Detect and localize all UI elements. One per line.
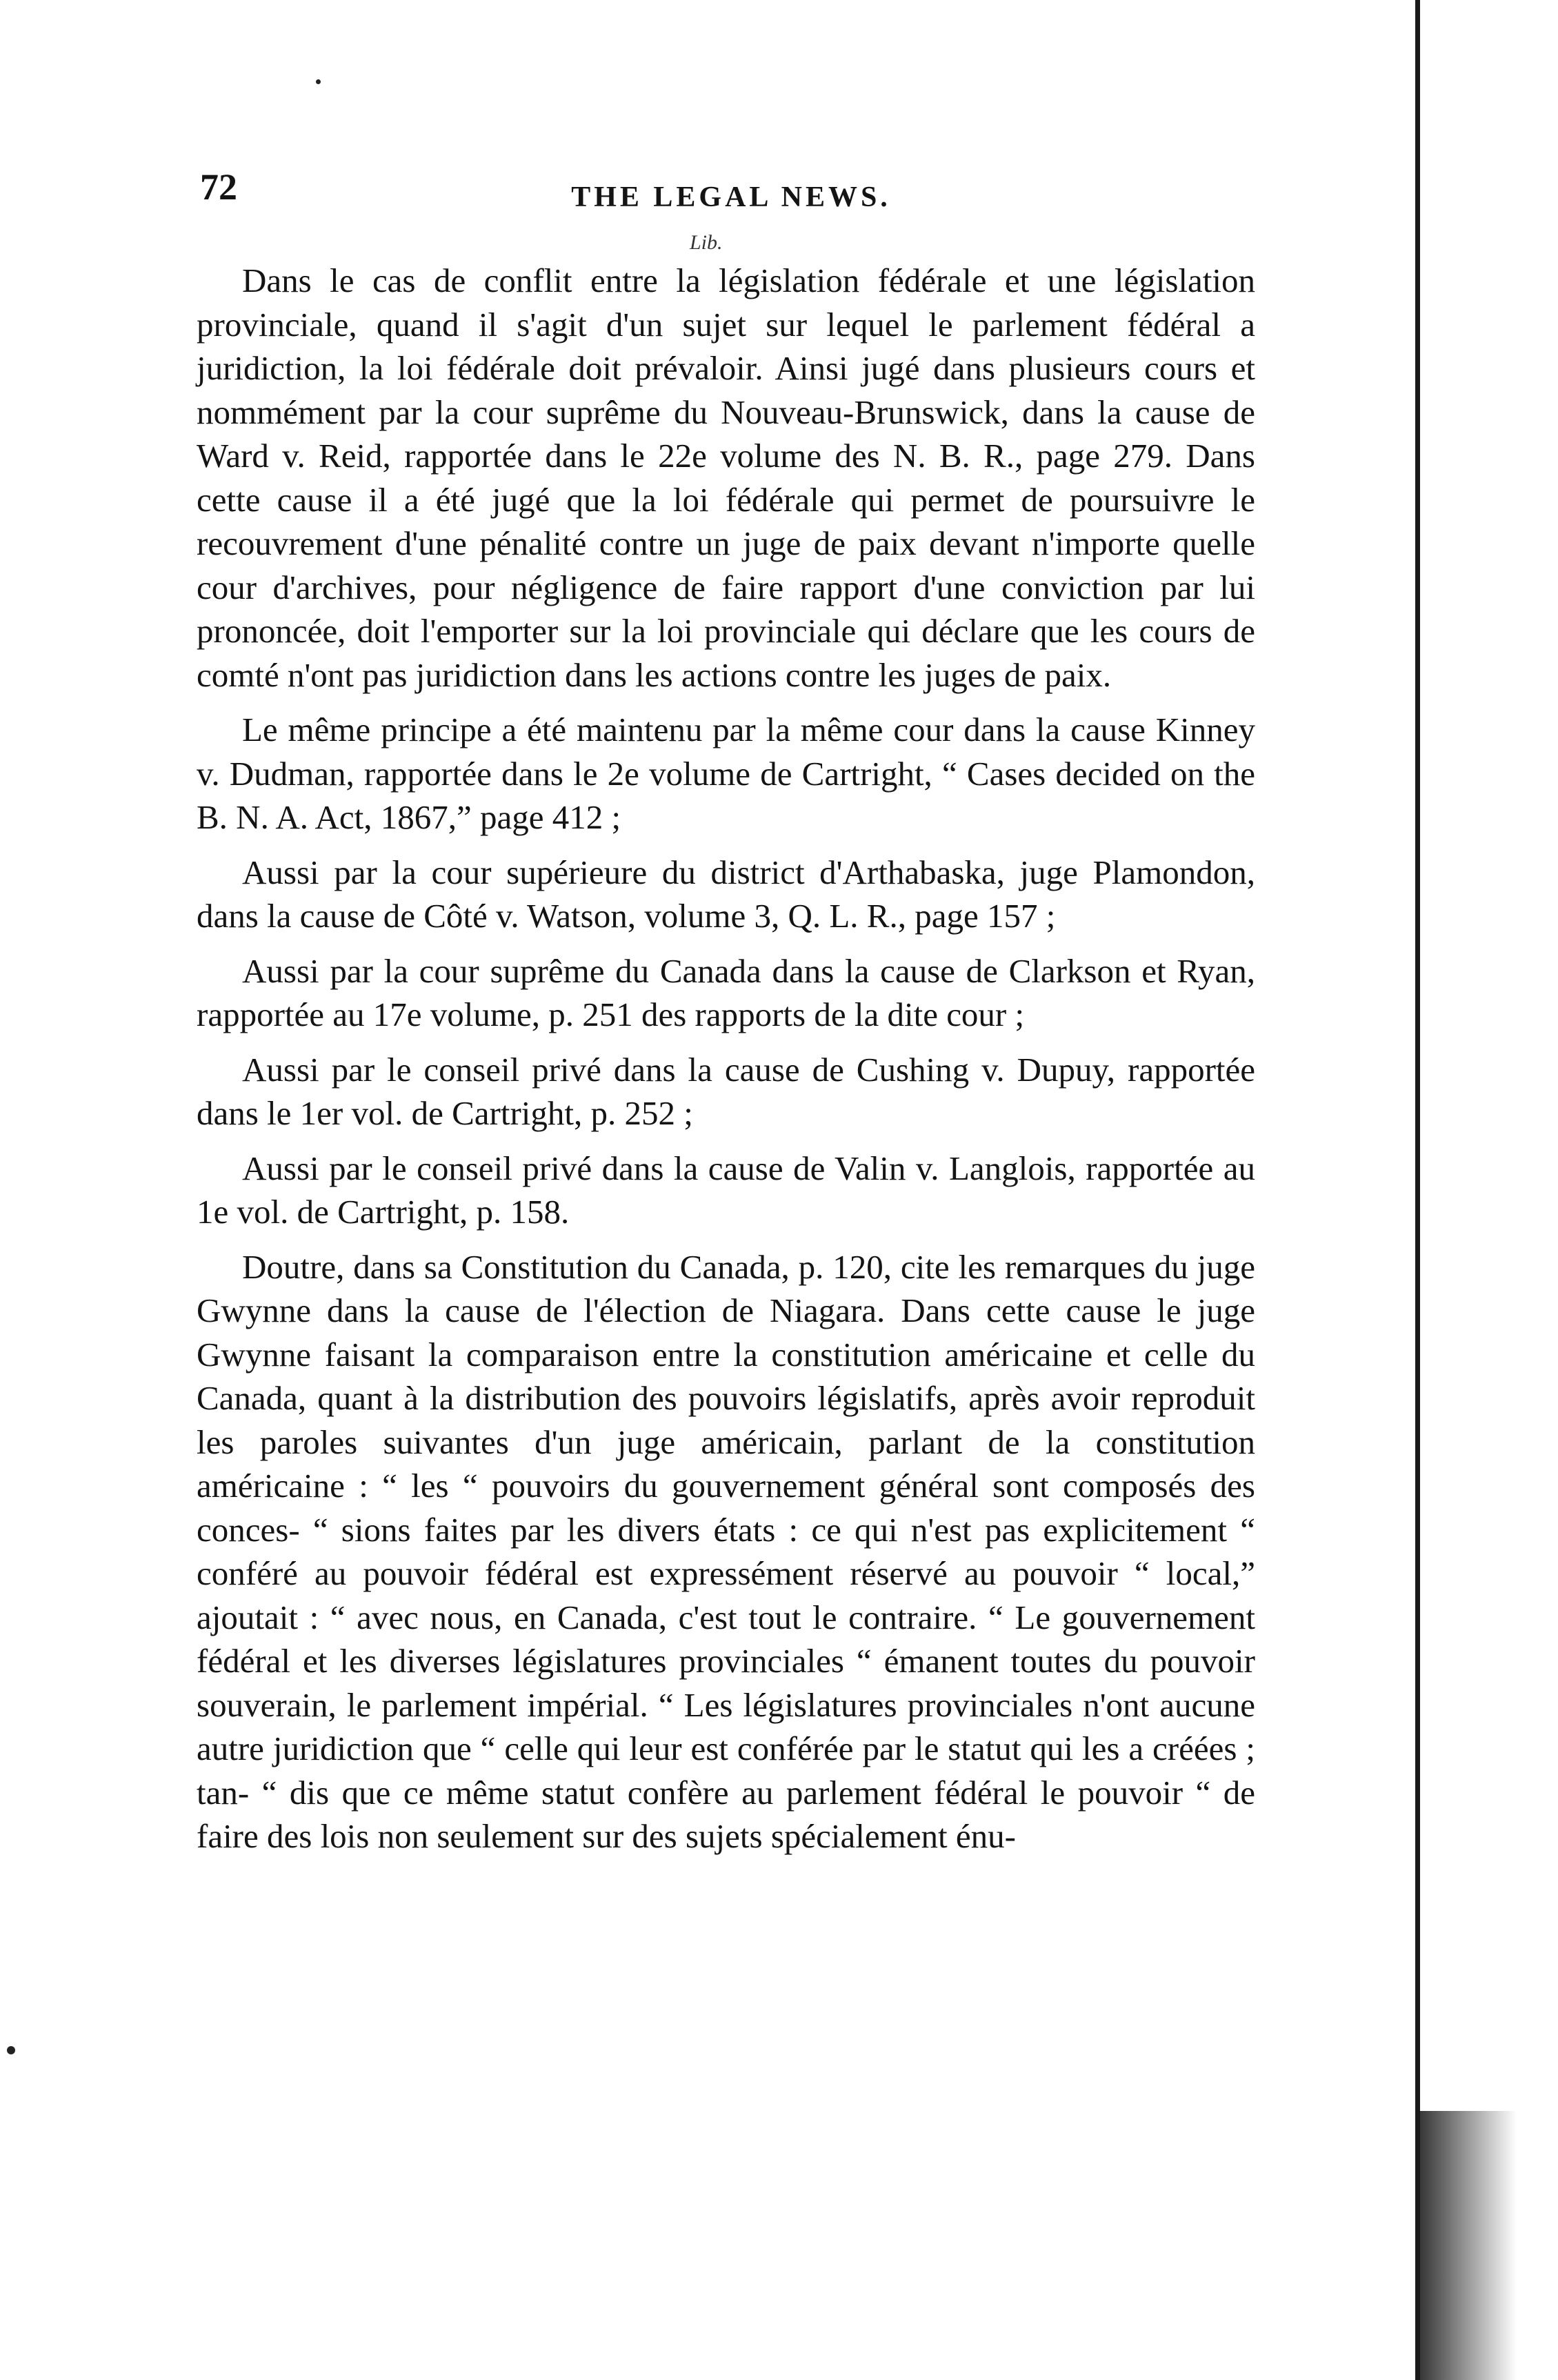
paragraph: Aussi par le conseil privé dans la cause de Cushing v. Dupuy, rapportée dans le 1er vol. de Cartright, p. 252 ;: [197, 1050, 1255, 1132]
article-body: [197, 259, 1255, 1870]
paragraph: Aussi par le conseil privé dans la cause de Valin v. Langlois, rapportée au 1e vol. de Cartright, p. 158.: [197, 1149, 1255, 1231]
scan-speck: [7, 2046, 15, 2054]
paragraph: Aussi par la cour suprême du Canada dans la cause de Clarkson et Ryan, rapportée au 17e volume, p. 251 des rapports de la dite cour ;: [197, 951, 1255, 1033]
handwritten-annotation: Lib.: [690, 231, 723, 254]
page-number: 72: [200, 166, 237, 208]
page-header: [200, 166, 1262, 221]
scan-speck: [316, 79, 321, 84]
page-binding-edge: [1415, 0, 1420, 2380]
running-title: THE LEGAL NEWS.: [571, 181, 891, 213]
paragraph: Aussi par la cour supérieure du district d'Arthabaska, juge Plamondon, dans la cause de Côté v. Watson, volume 3, Q. L. R., page 157 ;: [197, 853, 1255, 935]
paragraph: Le même principe a été maintenu par la même cour dans la cause Kinney v. Dudman, rapportée dans le 2e volume de Cartright, “ Cases decided on the B. N. A. Act, 1867,” page 412 ;: [197, 711, 1255, 836]
paragraph: Dans le cas de conflit entre la législation fédérale et une législation provinciale, quand il s'agit d'un sujet sur lequel le parlement fédéral a juridiction, la loi fédérale doit prévaloir. Ainsi jugé dans plusieurs cours et nommément par la cour suprême du Nouveau-Brunswick, dans la cause de Ward v. Reid, rapportée dans le 22e volume des N. B. R., page 279. Dans cette cause il a été jugé que la loi fédérale qui permet de poursuivre le recouvrement d'une pénalité contre un juge de paix devant n'importe quelle cour d'archives, pour négligence de faire rapport d'une conviction par lui prononcée, doit l'emporter sur la loi provinciale qui déclare que les cours de comté n'ont pas juridiction dans les actions contre les juges de paix.: [197, 261, 1255, 694]
page-binding-shadow: [1420, 2111, 1558, 2380]
paragraph: Doutre, dans sa Constitution du Canada, p. 120, cite les remarques du juge Gwynne dans la cause de l'élection de Niagara. Dans cette cause le juge Gwynne faisant la comparaison entre la constitution américaine et celle du Canada, quant à la distribution des pouvoirs législatifs, après avoir reproduit les paroles suivantes d'un juge américain, parlant de la constitution américaine : “ les “ pouvoirs du gouvernement général sont composés des conces- “ sions faites par les divers états : ce qui n'est pas explicitement “ conféré au pouvoir fédéral est expressément réservé au pouvoir “ local,” ajoutait : “ avec nous, en Canada, c'est tout le contraire. “ Le gouvernement fédéral et les diverses législatures provinciales “ émanent toutes du pouvoir souverain, le parlement impérial. “ Les législatures provinciales n'ont aucune autre juridiction que “ celle qui leur est conférée par le statut qui les a créées ; tan- “ dis que ce même statut confère au parlement fédéral le pouvoir “ de faire des lois non seulement sur des sujets spécialement énu-: [197, 1247, 1255, 1855]
